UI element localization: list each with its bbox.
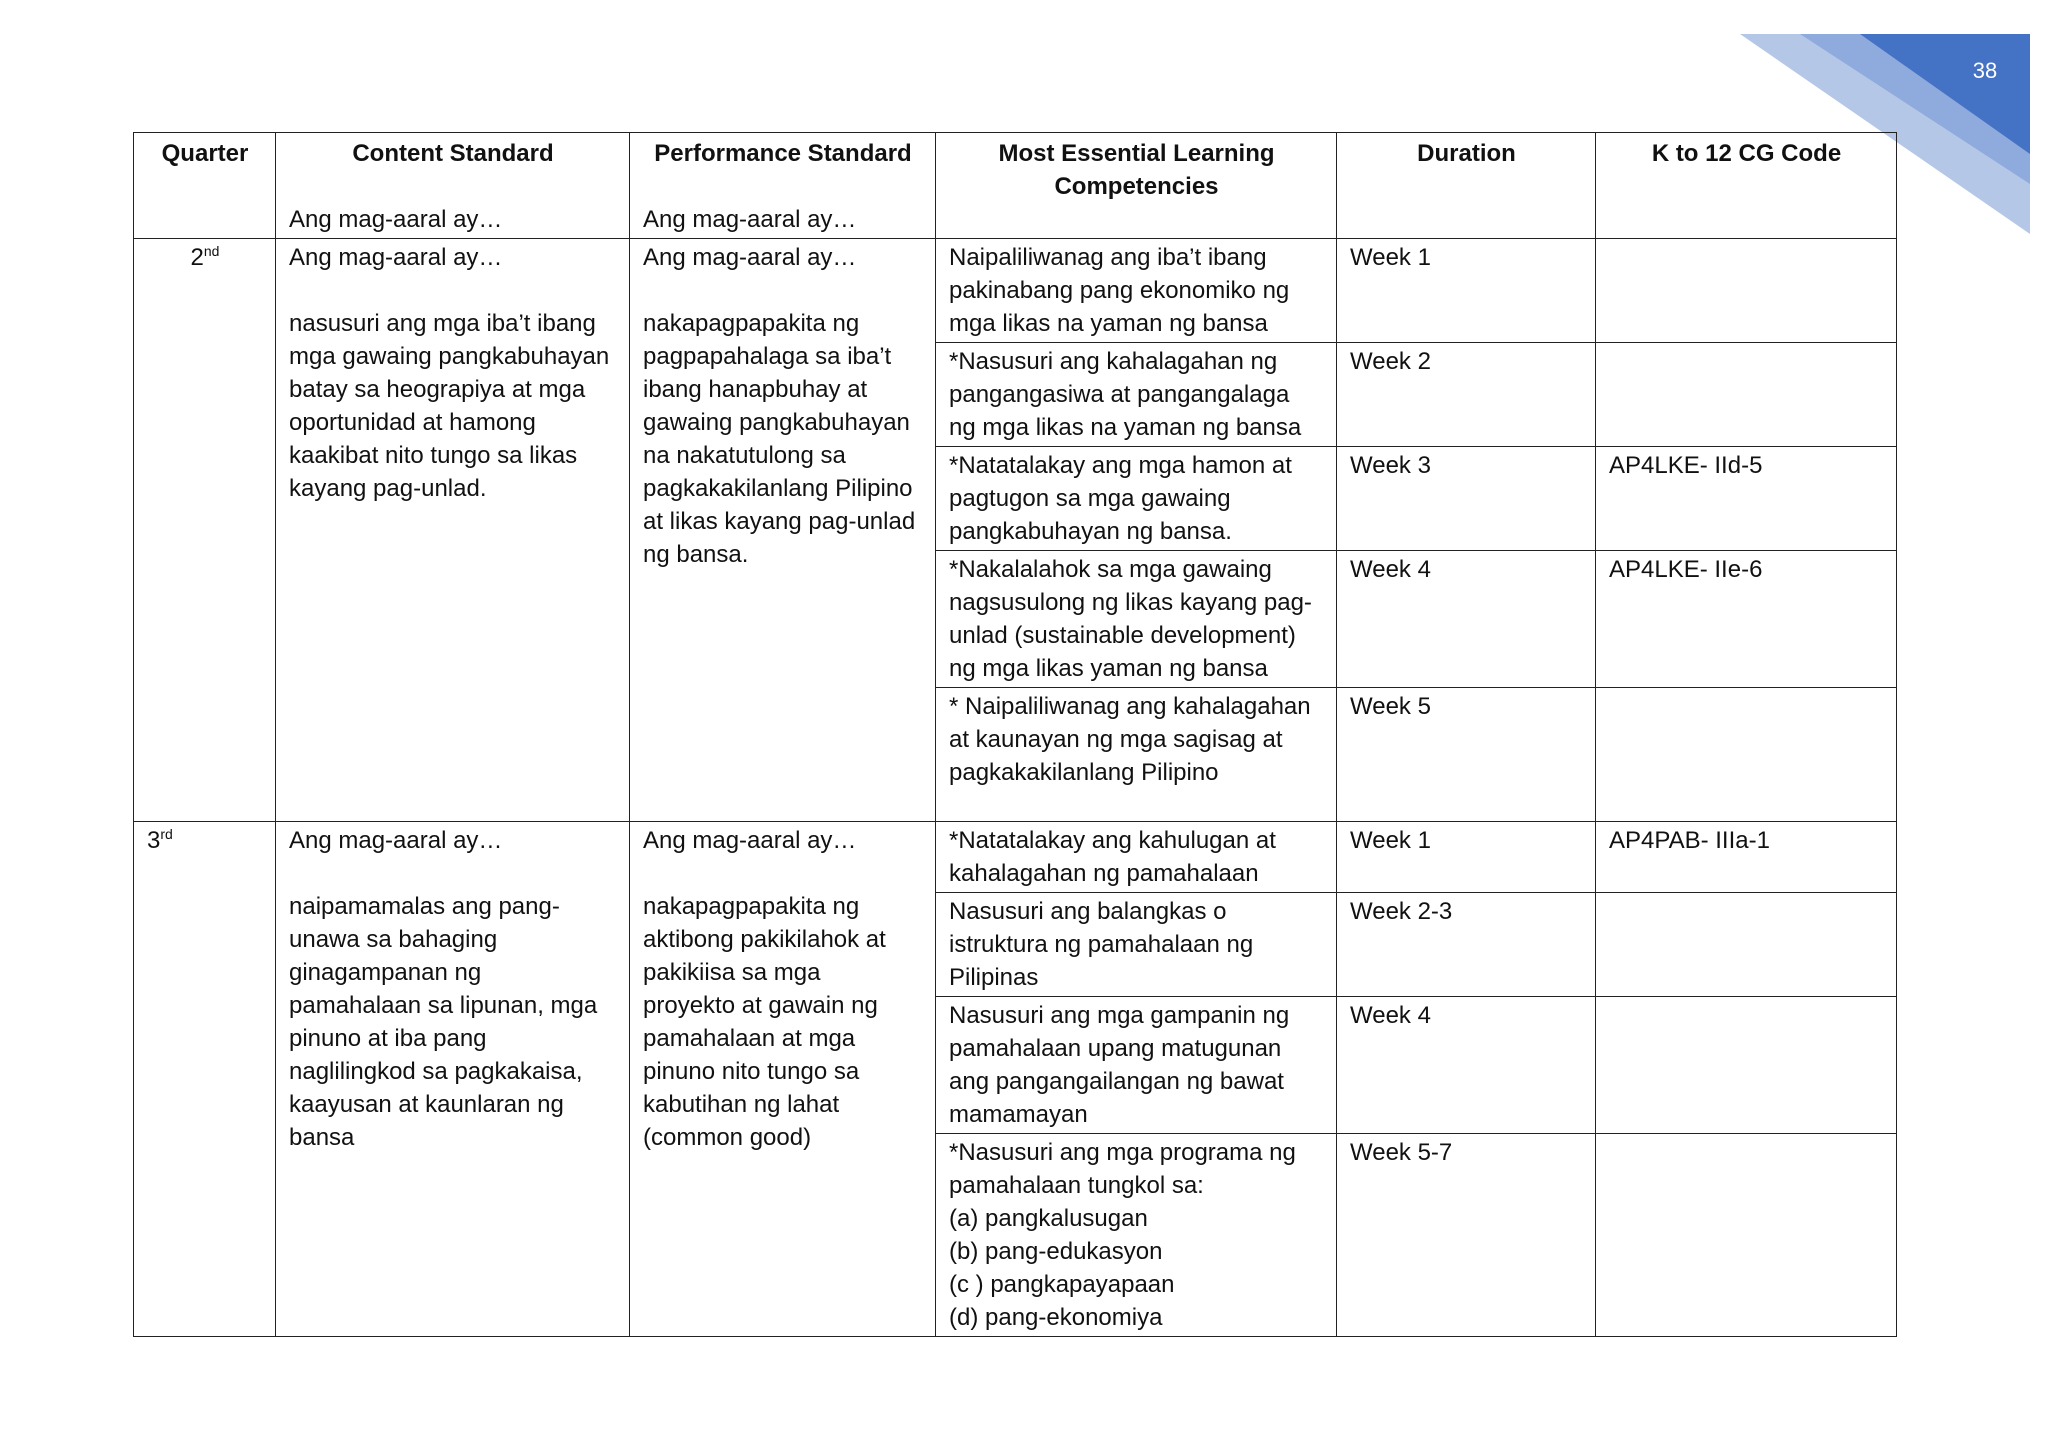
melc-cell: * Naipaliliwanag ang kahalagahan at kaunayan ng mga sagisag at pagkakakilanlang Pilipino (936, 688, 1337, 822)
melc-cell: *Nakalalahok sa mga gawaing nagsusulong ng likas kayang pag- unlad (sustainable development) ng mga likas yaman ng bansa (936, 551, 1337, 688)
duration-cell: Week 5 (1337, 688, 1596, 822)
content-standard-cell (276, 239, 630, 822)
performance-standard-cell (630, 239, 936, 822)
content-standard-text: naipamamalas ang pang- unawa sa bahaging ginagampanan ng pamahalaan sa lipunan, mga pinuno at iba pang naglilingkod sa pagkakaisa, kaayusan at kaunlaran ng bansa (289, 893, 598, 1151)
content-standard-cell (276, 822, 630, 1337)
quarter-suffix: rd (160, 826, 173, 842)
content-standard-lead: Ang mag-aaral ay… (289, 827, 503, 854)
melc-table (133, 132, 1897, 1337)
quarter-suffix: nd (203, 243, 220, 259)
duration-cell: Week 5-7 (1337, 1134, 1596, 1337)
header-content-standard (276, 133, 630, 239)
performance-standard-lead: Ang mag-aaral ay… (643, 827, 857, 854)
header-performance-standard-label: Performance Standard (654, 140, 912, 167)
header-performance-standard-sub: Ang mag-aaral ay… (643, 206, 857, 233)
duration-cell: Week 2-3 (1337, 893, 1596, 997)
page-number: 38 (1972, 58, 1998, 83)
melc-cell: Naipaliliwanag ang iba’t ibang pakinabang pang ekonomiko ng mga likas na yaman ng bansa (936, 239, 1337, 343)
content-standard-lead: Ang mag-aaral ay… (289, 244, 503, 271)
melc-cell: *Nasusuri ang kahalagahan ng pangangasiwa at pangangalaga ng mga likas na yaman ng bansa (936, 343, 1337, 447)
header-quarter: Quarter (134, 133, 276, 239)
quarter-cell (134, 239, 276, 822)
melc-cell: Nasusuri ang mga gampanin ng pamahalaan upang matugunan ang pangangailangan ng bawat mamamayan (936, 997, 1337, 1134)
duration-cell: Week 4 (1337, 551, 1596, 688)
header-melc: Most Essential Learning Competencies (936, 133, 1337, 239)
performance-standard-lead: Ang mag-aaral ay… (643, 244, 857, 271)
header-cg-code: K to 12 CG Code (1596, 133, 1897, 239)
header-content-standard-label: Content Standard (352, 140, 554, 167)
header-performance-standard (630, 133, 936, 239)
header-duration: Duration (1337, 133, 1596, 239)
cg-code-cell: AP4LKE- IIe-6 (1596, 551, 1897, 688)
cg-code-cell (1596, 343, 1897, 447)
header-row (134, 133, 1897, 239)
quarter-number: 2 (190, 244, 204, 271)
duration-cell: Week 3 (1337, 447, 1596, 551)
cg-code-cell: AP4PAB- IIIa-1 (1596, 822, 1897, 893)
cg-code-cell (1596, 239, 1897, 343)
melc-cell: *Natatalakay ang kahulugan at kahalagahan ng pamahalaan (936, 822, 1337, 893)
cg-code-cell (1596, 893, 1897, 997)
header-content-standard-sub: Ang mag-aaral ay… (289, 206, 503, 233)
cg-code-cell (1596, 1134, 1897, 1337)
duration-cell: Week 4 (1337, 997, 1596, 1134)
melc-cell: Nasusuri ang balangkas o istruktura ng pamahalaan ng Pilipinas (936, 893, 1337, 997)
melc-cell: *Natatalakay ang mga hamon at pagtugon sa mga gawaing pangkabuhayan ng bansa. (936, 447, 1337, 551)
content-standard-text: nasusuri ang mga iba’t ibang mga gawaing pangkabuhayan batay sa heograpiya at mga oportunidad at hamong kaakibat nito tungo sa likas kayang pag-unlad. (289, 310, 610, 502)
cg-code-cell: AP4LKE- IId-5 (1596, 447, 1897, 551)
performance-standard-text: nakapagpapakita ng aktibong pakikilahok at pakikiisa sa mga proyekto at gawain ng pamahalaan at mga pinuno nito tungo sa kabutihan ng lahat (common good) (643, 893, 886, 1151)
cg-code-cell (1596, 997, 1897, 1134)
performance-standard-text: nakapagpapakita ng pagpapahalaga sa iba’t ibang hanapbuhay at gawaing pangkabuhayan na nakatutulong sa pagkakakilanlang Pilipino at likas kayang pag-unlad ng bansa. (643, 310, 916, 568)
table-row (134, 239, 1897, 343)
cg-code-cell (1596, 688, 1897, 822)
quarter-number: 3 (147, 827, 161, 854)
table-row (134, 822, 1897, 893)
duration-cell: Week 2 (1337, 343, 1596, 447)
duration-cell: Week 1 (1337, 239, 1596, 343)
duration-cell: Week 1 (1337, 822, 1596, 893)
melc-cell: *Nasusuri ang mga programa ng pamahalaan tungkol sa: (a) pangkalusugan (b) pang-edukasyon (c ) pangkapayapaan (d) pang-ekonomiya (936, 1134, 1337, 1337)
performance-standard-cell (630, 822, 936, 1337)
quarter-cell (134, 822, 276, 1337)
